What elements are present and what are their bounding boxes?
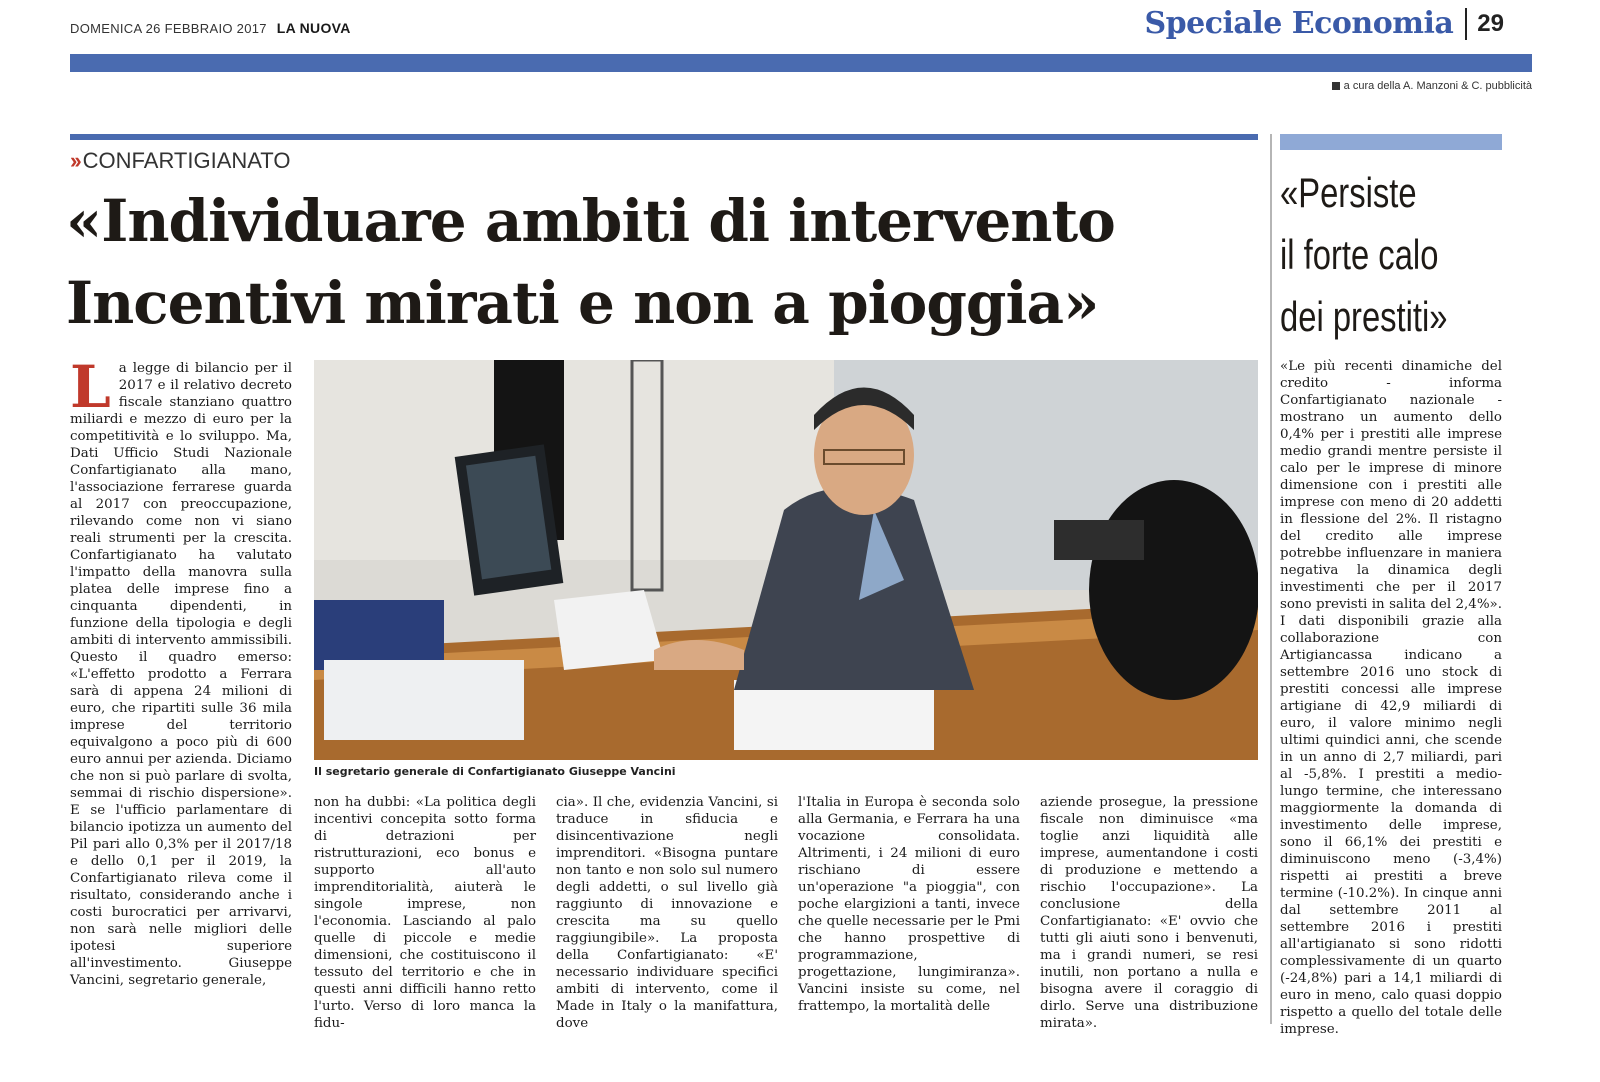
column-4-text: l'Italia in Europa è seconda solo alla Germania, e Ferrara ha una vocazione consolidata. Altrimenti, i 24 milioni di euro rischiano di essere un'operazione "a pioggia", con poche elargizioni a tanti, invece che quelle necessarie per le Pmi che hanno prospettive di programmazione, progettazione, lungimiranza». Vancini insiste su come, nel frattempo, la mortalità delle [798,795,1020,1014]
drop-cap: L [70,353,111,421]
article-column-1 [70,353,292,989]
article-column-5 [1040,794,1258,1032]
sidebar-headline-line-1: «Persiste [1280,169,1417,216]
advertising-credit [1332,80,1532,92]
kicker-label: CONFARTIGIANATO [82,148,291,173]
page-number: 29 [1477,9,1504,37]
headline-line-1: «Individuare ambiti di intervento [66,187,1115,255]
credit-square-icon [1332,82,1340,90]
sidebar-body [1280,358,1502,1038]
article-kicker [70,148,290,174]
article-headline [66,180,1266,344]
issue-date: DOMENICA 26 FEBBRAIO 2017 [70,21,267,36]
sidebar-headline-line-2: il forte calo [1280,231,1439,278]
page-header-date [70,20,351,36]
page-header-section [1144,6,1504,41]
article-column-2 [314,794,536,1032]
column-1-text: a legge di bilancio per il 2017 e il relativo decreto fiscale stanziano quattro miliardi e mezzo di euro per la competitività e lo sviluppo. Ma, Dati Ufficio Studi Nazionale Confartigianato alla mano, l'associazione ferrarese guarda al 2017 con preoccupazione, rilevando come non vi siano reali strumenti per la crescita. Confartigianato ha valutato l'impatto della manovra sulla platea delle imprese fino a cinquanta dipendenti, in funzione della tipologia e degli ambiti di intervento ammissibili. Questo il quadro emerso: «L'effetto prodotto a Ferrara sarà di appena 24 milioni di euro, che ripartiti sulle 36 mila imprese del territorio equivalgono a poco più di 600 euro annui per azienda. Diciamo che non si può parlare di svolta, semmai di rischio dispersione». E se l'ufficio parlamentare di bilancio ipotizza un aumento del Pil pari allo 0,3% per il 2017/18 e dello 0,1 per il 2019, la Confartigianato rileva come il risultato, considerando anche i costi burocratici per arrivarvi, non sarà nelle migliori delle ipotesi superiore all'investimento. Giuseppe Vancini, segretario generale, [70,361,292,988]
column-2-text: non ha dubbi: «La politica degli incentivi concepita sotto forma di detrazioni per ristrutturazioni, eco bonus e supporto all'auto imprenditorialità, aiuterà le singole imprese, non l'economia. Lasciando al palo quelle di piccole e medie dimensioni, che costituiscono il tessuto del territorio e che in questi anni difficili hanno retto l'urto. Verso di loro manca la fidu- [314,795,536,1031]
column-3-text: cia». Il che, evidenzia Vancini, si traduce in sfiducia e disincentivazione negli imprenditori. «Bisogna puntare non tanto e non solo sul numero degli addetti, o sul livello già raggiunto di innovazione e crescita ma su quello raggiungibile». La proposta della Confartigianato: «E' necessario individuare specifici ambiti di intervento, come il Made in Italy o la manifattura, dove [556,795,778,1031]
article-photo [314,360,1258,760]
header-divider [1465,8,1467,40]
credit-text: a cura della A. Manzoni & C. pubblicità [1343,80,1532,92]
header-color-bar [70,54,1532,72]
sidebar-body-text: «Le più recenti dinamiche del credito - informa Confartigianato nazionale - mostrano un aumento dello 0,4% per i prestiti alle imprese medio grandi mentre persiste il calo per le imprese di minore dimensione con i prestiti alle imprese con meno di 20 addetti in flessione del 2%. Il ristagno del credito alle imprese potrebbe influenzare in maniera negativa la dinamica degli investimenti che per il 2017 sono previsti in salita del 2,4%». I dati disponibili grazie alla collaborazione con Artigiancassa indicano a settembre 2016 uno stock di prestiti concessi alle imprese artigiane di 42,9 miliardi di euro, il valore minimo negli ultimi quindici anni, che scende in un anno di 2,7 miliardi, pari al -5,8%. I prestiti a medio-lungo termine, che interessano maggiormente la domanda di investimento delle imprese, sono il 66,1% dei prestiti e diminuiscono meno (-3,4%) rispetti ai prestiti a breve termine (-10.2%). In cinque anni dal settembre 2011 al settembre 2016 i prestiti all'artigianato si sono ridotti complessivamente di un quarto (-24,8%) pari a 14,1 miliardi di euro in meno, calo quasi doppio rispetto a quello del totale delle imprese. [1280,359,1502,1037]
photo-caption: Il segretario generale di Confartigianato Giuseppe Vancini [314,765,676,778]
double-chevron-icon: ›› [70,148,79,173]
column-5-text: aziende prosegue, la pressione fiscale non diminuisce «ma toglie anzi liquidità alle imprese, aumentandone i costi di produzione e mettendo a rischio l'occupazione». La conclusione della Confartigianato: «E' ovvio che tutti gli aiuti sono i benvenuti, ma i grandi numeri, se resi inutili, non portano a nulla e bisogna avere il coraggio di dirlo. Serve una distribuzione mirata». [1040,795,1258,1031]
sidebar-headline [1280,162,1453,348]
section-title: Speciale Economia [1144,6,1454,41]
sidebar-headline-line-3: dei prestiti» [1280,293,1448,340]
sidebar-divider [1270,134,1272,1024]
article-top-bar [70,134,1258,140]
office-scene-illustration [314,360,1258,760]
sidebar-top-bar [1280,134,1502,150]
newspaper-name: LA NUOVA [276,20,351,36]
headline-line-2: Incentivi mirati e non a pioggia» [66,269,1099,337]
article-column-3 [556,794,778,1032]
article-column-4 [798,794,1020,1015]
